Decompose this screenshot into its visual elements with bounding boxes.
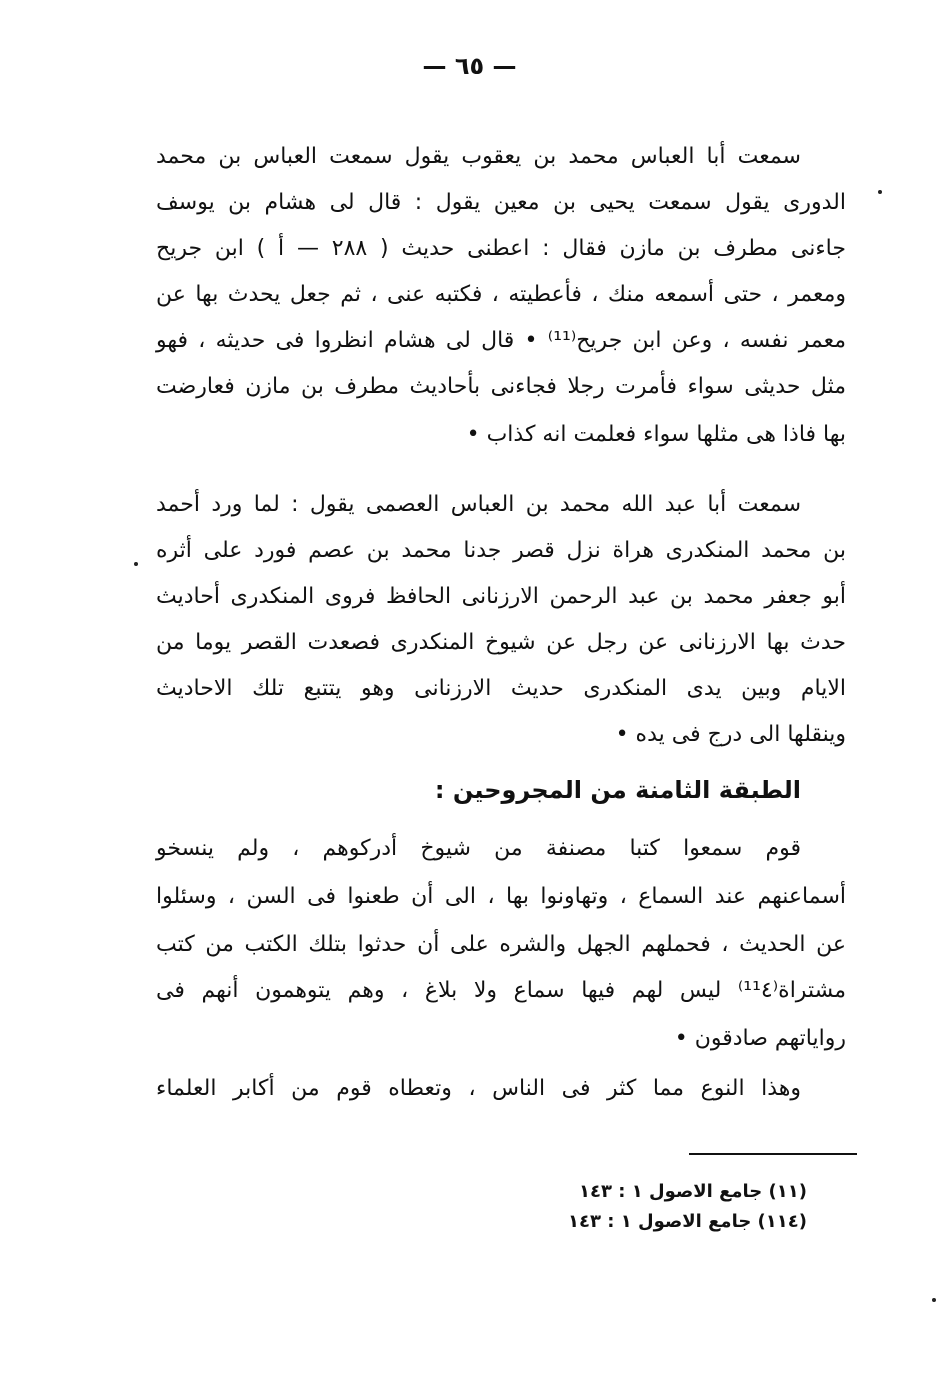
scan-speck [932,1298,936,1302]
paragraph-1-line-6: مثل حديثى سواء فأمرت رجلا فجاءنى بأحاديث مطرف بن مازن فعارضت [156,374,846,399]
paragraph-2-line-2: بن محمد المنكدرى هراة نزل قصر جدنا محمد بن عصم فورد على أثره [156,538,846,563]
footnote-separator [689,1153,857,1155]
paragraph-3-line-2: أسماعنهم عند السماع ، وتهاونوا بها ، الى أن طعنوا فى السن ، وسئلوا [156,884,846,909]
paragraph-4-line-1: وهذا النوع مما كثر فى الناس ، وتعطاه قوم من أكابر العلماء [156,1076,801,1101]
paragraph-2-line-6: وينقلها الى درج فى يده • [615,722,846,747]
paragraph-1-line-1: سمعت أبا العباس محمد بن يعقوب يقول سمعت العباس بن محمد [156,144,801,169]
paragraph-1-line-7: بها فاذا هى مثلها سواء فعلمت انه كذاب • [466,422,846,447]
footnote-2: (١١٤) جامع الاصول ١ : ١٤٣ [568,1211,807,1232]
paragraph-1-line-2: الدورى يقول سمعت يحيى بن معين يقول : قال لى هشام بن يوسف [156,190,846,215]
paragraph-2-line-4: حدث بها الارزنانى عن رجل عن شيوخ المنكدرى فصعدت القصر يوما من [156,630,846,655]
section-heading: الطبقة الثامنة من المجروحين : [434,776,801,804]
paragraph-1-line-3: جاءنى مطرف بن مازن فقال : اعطنى حديث ( ٢٨٨ — أ ) ابن جريح [156,236,846,261]
paragraph-1-line-4: ومعمر ، حتى أسمعه منك ، فأعطيته ، فكتبه عنى ، ثم جعل يحدث بها عن [156,282,846,307]
footnote-1: (١١) جامع الاصول ١ : ١٤٣ [579,1181,807,1202]
paragraph-2-line-5: الايام وبين يدى المنكدرى حديث الارزنانى وهو يتتبع تلك الاحاديث [156,676,846,701]
scan-speck [878,190,882,194]
paragraph-3-line-3: عن الحديث ، فحملهم الجهل والشره على أن حدثوا بتلك الكتب من كتب [156,932,846,957]
paragraph-3-line-1: قوم سمعوا كتبا مصنفة من شيوخ أدركوهم ، ولم ينسخو [156,836,801,861]
scan-speck [134,562,138,566]
paragraph-3-line-4: مشتراة⁽¹¹٤⁾ ليس لهم فيها سماع ولا بلاغ ، وهم يتوهمون أنهم فى [156,978,846,1003]
paragraph-2-line-3: أبو جعفر محمد بن عبد الرحمن الارزنانى الحافظ فروى المنكدرى أحاديث [156,584,846,609]
paragraph-2-line-1: سمعت أبا عبد الله محمد بن العباس العصمى يقول : لما ورد أحمد [156,492,801,517]
paragraph-1-line-5: معمر نفسه ، وعن ابن جريح⁽¹¹⁾ • قال لى هشام انظروا فى حديثه ، فهو [156,328,847,353]
paragraph-3-line-5: رواياتهم صادقون • [674,1026,846,1051]
page-number: — ٦٥ — [422,52,517,80]
